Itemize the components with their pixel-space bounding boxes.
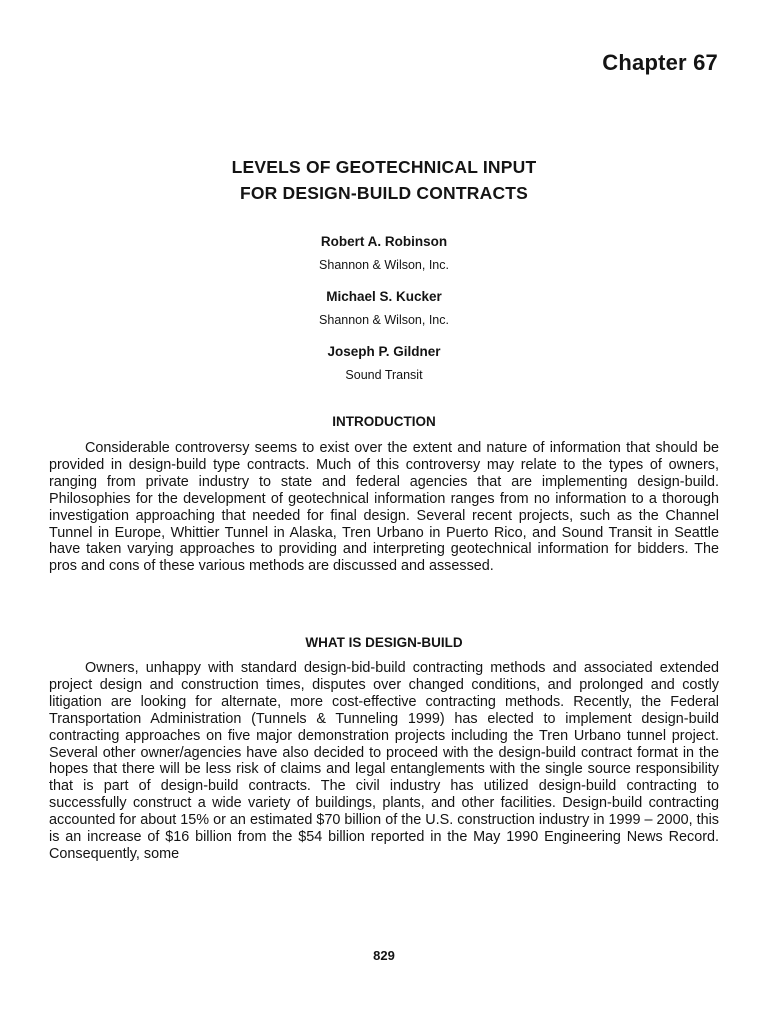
design-build-paragraph: Owners, unhappy with standard design-bid-build contracting methods and associated extended project design and construction times, disputes over changed conditions, and prolonged and costly litigation are looking for alternate, more cost-effective contracting methods. Recently, the Federal Transportation Administration (Tunnels & Tunneling 1999) has elected to implement design-build contracting approaches on five major demonstration projects including the Tren Urbano tunnel project. Several other owner/agencies have also decided to proceed with the design-build contract format in the hopes that there will be less risk of claims and legal entanglements with the single source responsibility that is part of design-build contracts. The civil industry has utilized design-build contracting to successfully construct a wide variety of buildings, plants, and other facilities. Design-build contracting accounted for about 15% or an estimated $70 billion of the U.S. construction industry in 1999 – 2000, this is an increase of $16 billion from the $54 billion reported in the May 1990 Engineering News Record. Consequently, some <box>49 660 719 862</box>
author-3 <box>0 343 768 384</box>
title-line-2: FOR DESIGN-BUILD CONTRACTS <box>239 183 529 203</box>
author-affiliation: Shannon & Wilson, Inc. <box>319 258 449 272</box>
page-number: 829 <box>373 948 395 963</box>
author-name: Robert A. Robinson <box>320 234 448 249</box>
author-name: Joseph P. Gildner <box>327 344 441 359</box>
paper-title <box>0 154 768 206</box>
section-heading-what-is-design-build: WHAT IS DESIGN-BUILD <box>305 635 463 650</box>
chapter-label: Chapter 67 <box>602 50 718 75</box>
author-2 <box>0 288 768 329</box>
author-affiliation: Shannon & Wilson, Inc. <box>319 313 449 327</box>
author-affiliation: Sound Transit <box>345 368 423 382</box>
author-1 <box>0 233 768 274</box>
introduction-paragraph: Considerable controversy seems to exist over the extent and nature of information that should be provided in design-build type contracts. Much of this controversy may relate to the types of owners, ranging from private industry to state and federal agencies that are implementing design-build. Philosophies for the development of geotechnical information ranges from no information to a thorough investigation approaching that needed for final design. Several recent projects, such as the Channel Tunnel in Europe, Whittier Tunnel in Alaska, Tren Urbano in Puerto Rico, and Sound Transit in Seattle have taken varying approaches to providing and interpreting geotechnical information for bidders. The pros and cons of these various methods are discussed and assessed. <box>49 440 719 575</box>
author-name: Michael S. Kucker <box>326 289 442 304</box>
section-heading-introduction: INTRODUCTION <box>332 414 436 429</box>
title-line-1: LEVELS OF GEOTECHNICAL INPUT <box>231 157 537 177</box>
